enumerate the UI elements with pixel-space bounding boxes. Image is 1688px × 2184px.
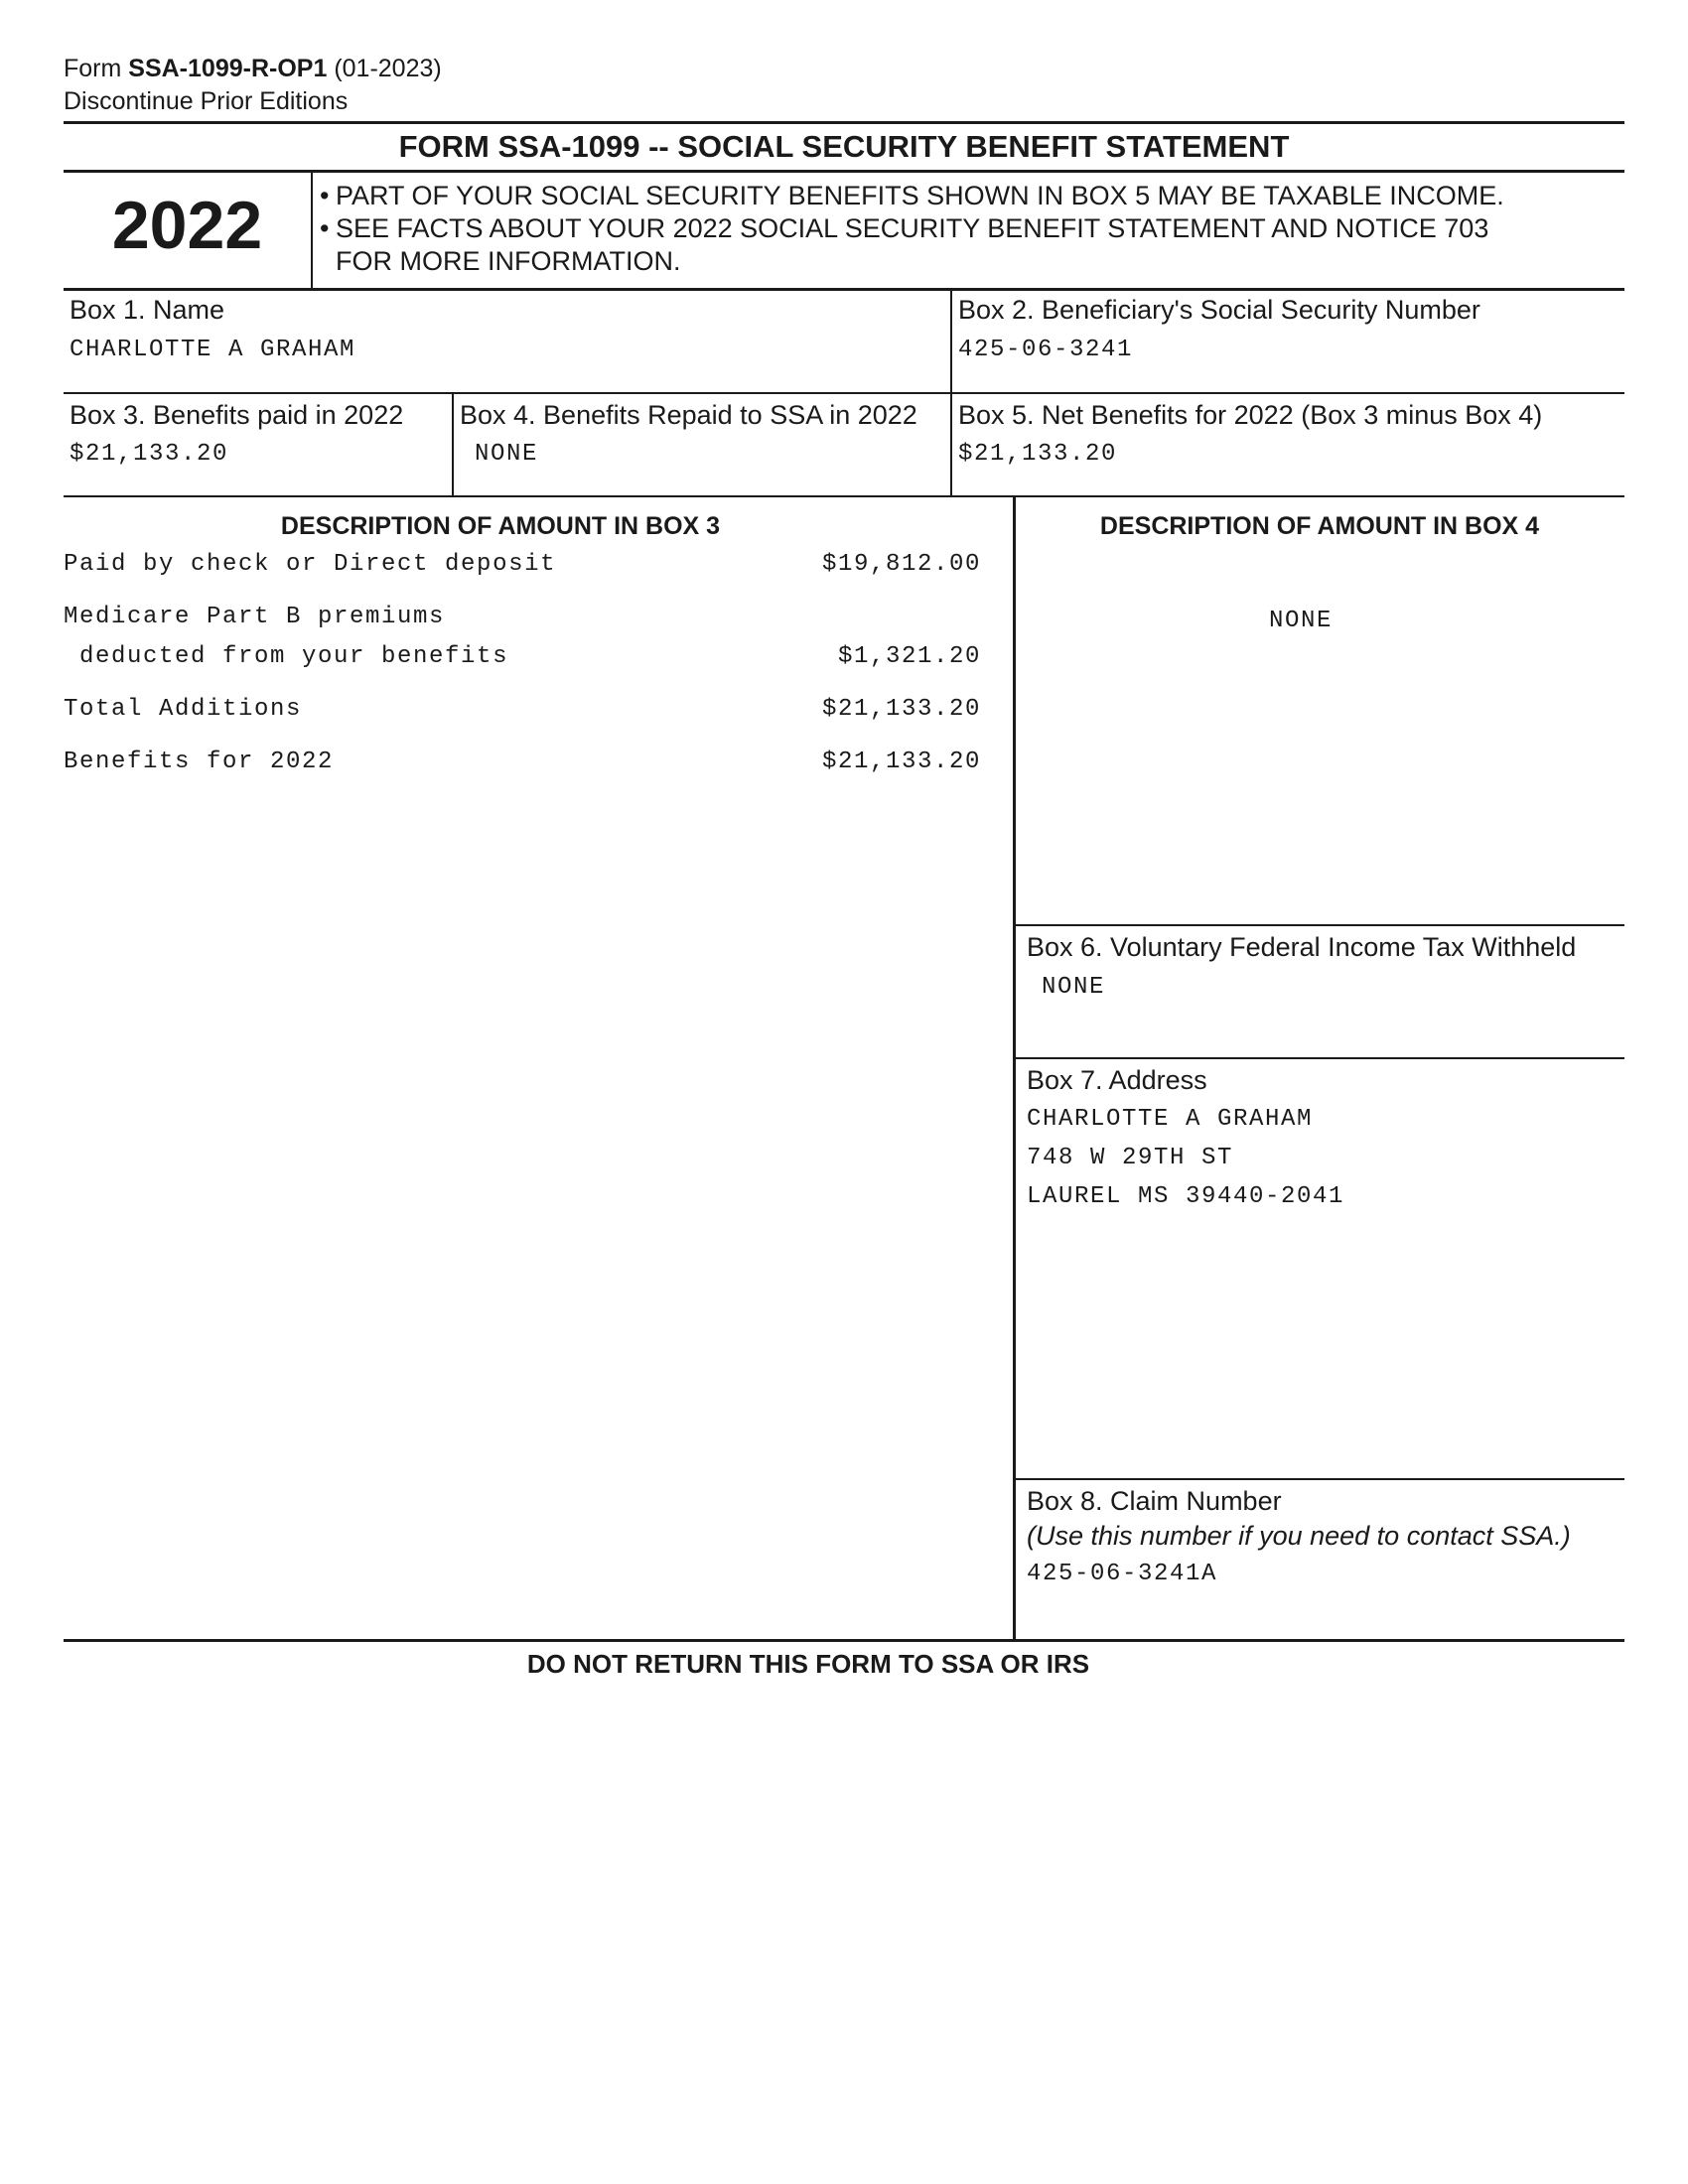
box4-box5-divider [950, 393, 952, 497]
description-divider [1013, 496, 1016, 1641]
description-row-label: deducted from your benefits [64, 643, 509, 670]
address-line: LAUREL MS 39440-2041 [1027, 1183, 1345, 1210]
notice-line-1: • PART OF YOUR SOCIAL SECURITY BENEFITS SHOWN IN BOX 5 MAY BE TAXABLE INCOME. [320, 181, 1504, 210]
box5-label: Box 5. Net Benefits for 2022 (Box 3 minus Box 4) [958, 400, 1543, 430]
description-row-amount: $21,133.20 [821, 696, 981, 723]
description-row-label: Paid by check or Direct deposit [64, 551, 557, 578]
box4-value: NONE [475, 441, 539, 468]
box3-description-heading: DESCRIPTION OF AMOUNT IN BOX 3 [280, 512, 721, 540]
form-identifier [64, 54, 442, 83]
box1-box2-divider [950, 290, 952, 394]
form-title: FORM SSA-1099 -- SOCIAL SECURITY BENEFIT STATEMENT [398, 129, 1290, 164]
bullet-icon: • [320, 181, 330, 210]
box8-note: (Use this number if you need to contact SSA.) [1027, 1521, 1571, 1551]
description-row-label: Benefits for 2022 [64, 749, 335, 775]
notice-line-2: • SEE FACTS ABOUT YOUR 2022 SOCIAL SECURITY BENEFIT STATEMENT AND NOTICE 703 [320, 213, 1489, 243]
bullet-icon: • [320, 213, 330, 243]
discontinue-note: Discontinue Prior Editions [64, 87, 349, 115]
address-line: CHARLOTTE A GRAHAM [1027, 1106, 1314, 1133]
address-line: 748 W 29TH ST [1027, 1145, 1234, 1171]
top-rule [64, 121, 1624, 124]
box8-claim-number: 425-06-3241A [1027, 1561, 1218, 1587]
box8-label: Box 8. Claim Number [1027, 1486, 1282, 1516]
box3-box4-divider [452, 393, 454, 497]
box1-label: Box 1. Name [70, 295, 225, 325]
box6-value: NONE [1042, 974, 1106, 1001]
box6-label: Box 6. Voluntary Federal Income Tax Withheld [1027, 932, 1577, 962]
box6-top-rule [1013, 924, 1624, 926]
tax-year: 2022 [111, 188, 263, 263]
form-revision: (01-2023) [334, 55, 442, 82]
box3-value: $21,133.20 [70, 441, 229, 468]
box8-top-rule [1013, 1478, 1624, 1480]
description-row-amount: $1,321.20 [837, 643, 981, 670]
box1-name-value: CHARLOTTE A GRAHAM [70, 337, 356, 363]
description-row-label: Total Additions [64, 696, 303, 723]
box4-label: Box 4. Benefits Repaid to SSA in 2022 [460, 400, 917, 430]
form-prefix: Form [64, 55, 122, 82]
description-row-amount: $19,812.00 [821, 551, 981, 578]
title-rule [64, 170, 1624, 173]
box4-description-heading: DESCRIPTION OF AMOUNT IN BOX 4 [1099, 512, 1540, 540]
form-number: SSA-1099-R-OP1 [128, 55, 328, 82]
box4-description-value: NONE [1268, 608, 1333, 634]
box2-label: Box 2. Beneficiary's Social Security Number [958, 295, 1480, 325]
description-row-label: Medicare Part B premiums [64, 604, 446, 630]
row2-rule [64, 495, 1624, 497]
notice-rule [64, 288, 1624, 291]
description-row-amount: $21,133.20 [821, 749, 981, 775]
footer-note: DO NOT RETURN THIS FORM TO SSA OR IRS [526, 1649, 1090, 1679]
row1-rule [64, 392, 1624, 394]
box7-label: Box 7. Address [1027, 1065, 1207, 1095]
box5-value: $21,133.20 [958, 441, 1118, 468]
bottom-rule [64, 1639, 1624, 1642]
box2-ssn-value: 425-06-3241 [958, 337, 1134, 363]
box3-label: Box 3. Benefits paid in 2022 [70, 400, 404, 430]
notice-line-3: FOR MORE INFORMATION. [336, 246, 681, 276]
box7-top-rule [1013, 1057, 1624, 1059]
year-divider [311, 171, 313, 290]
